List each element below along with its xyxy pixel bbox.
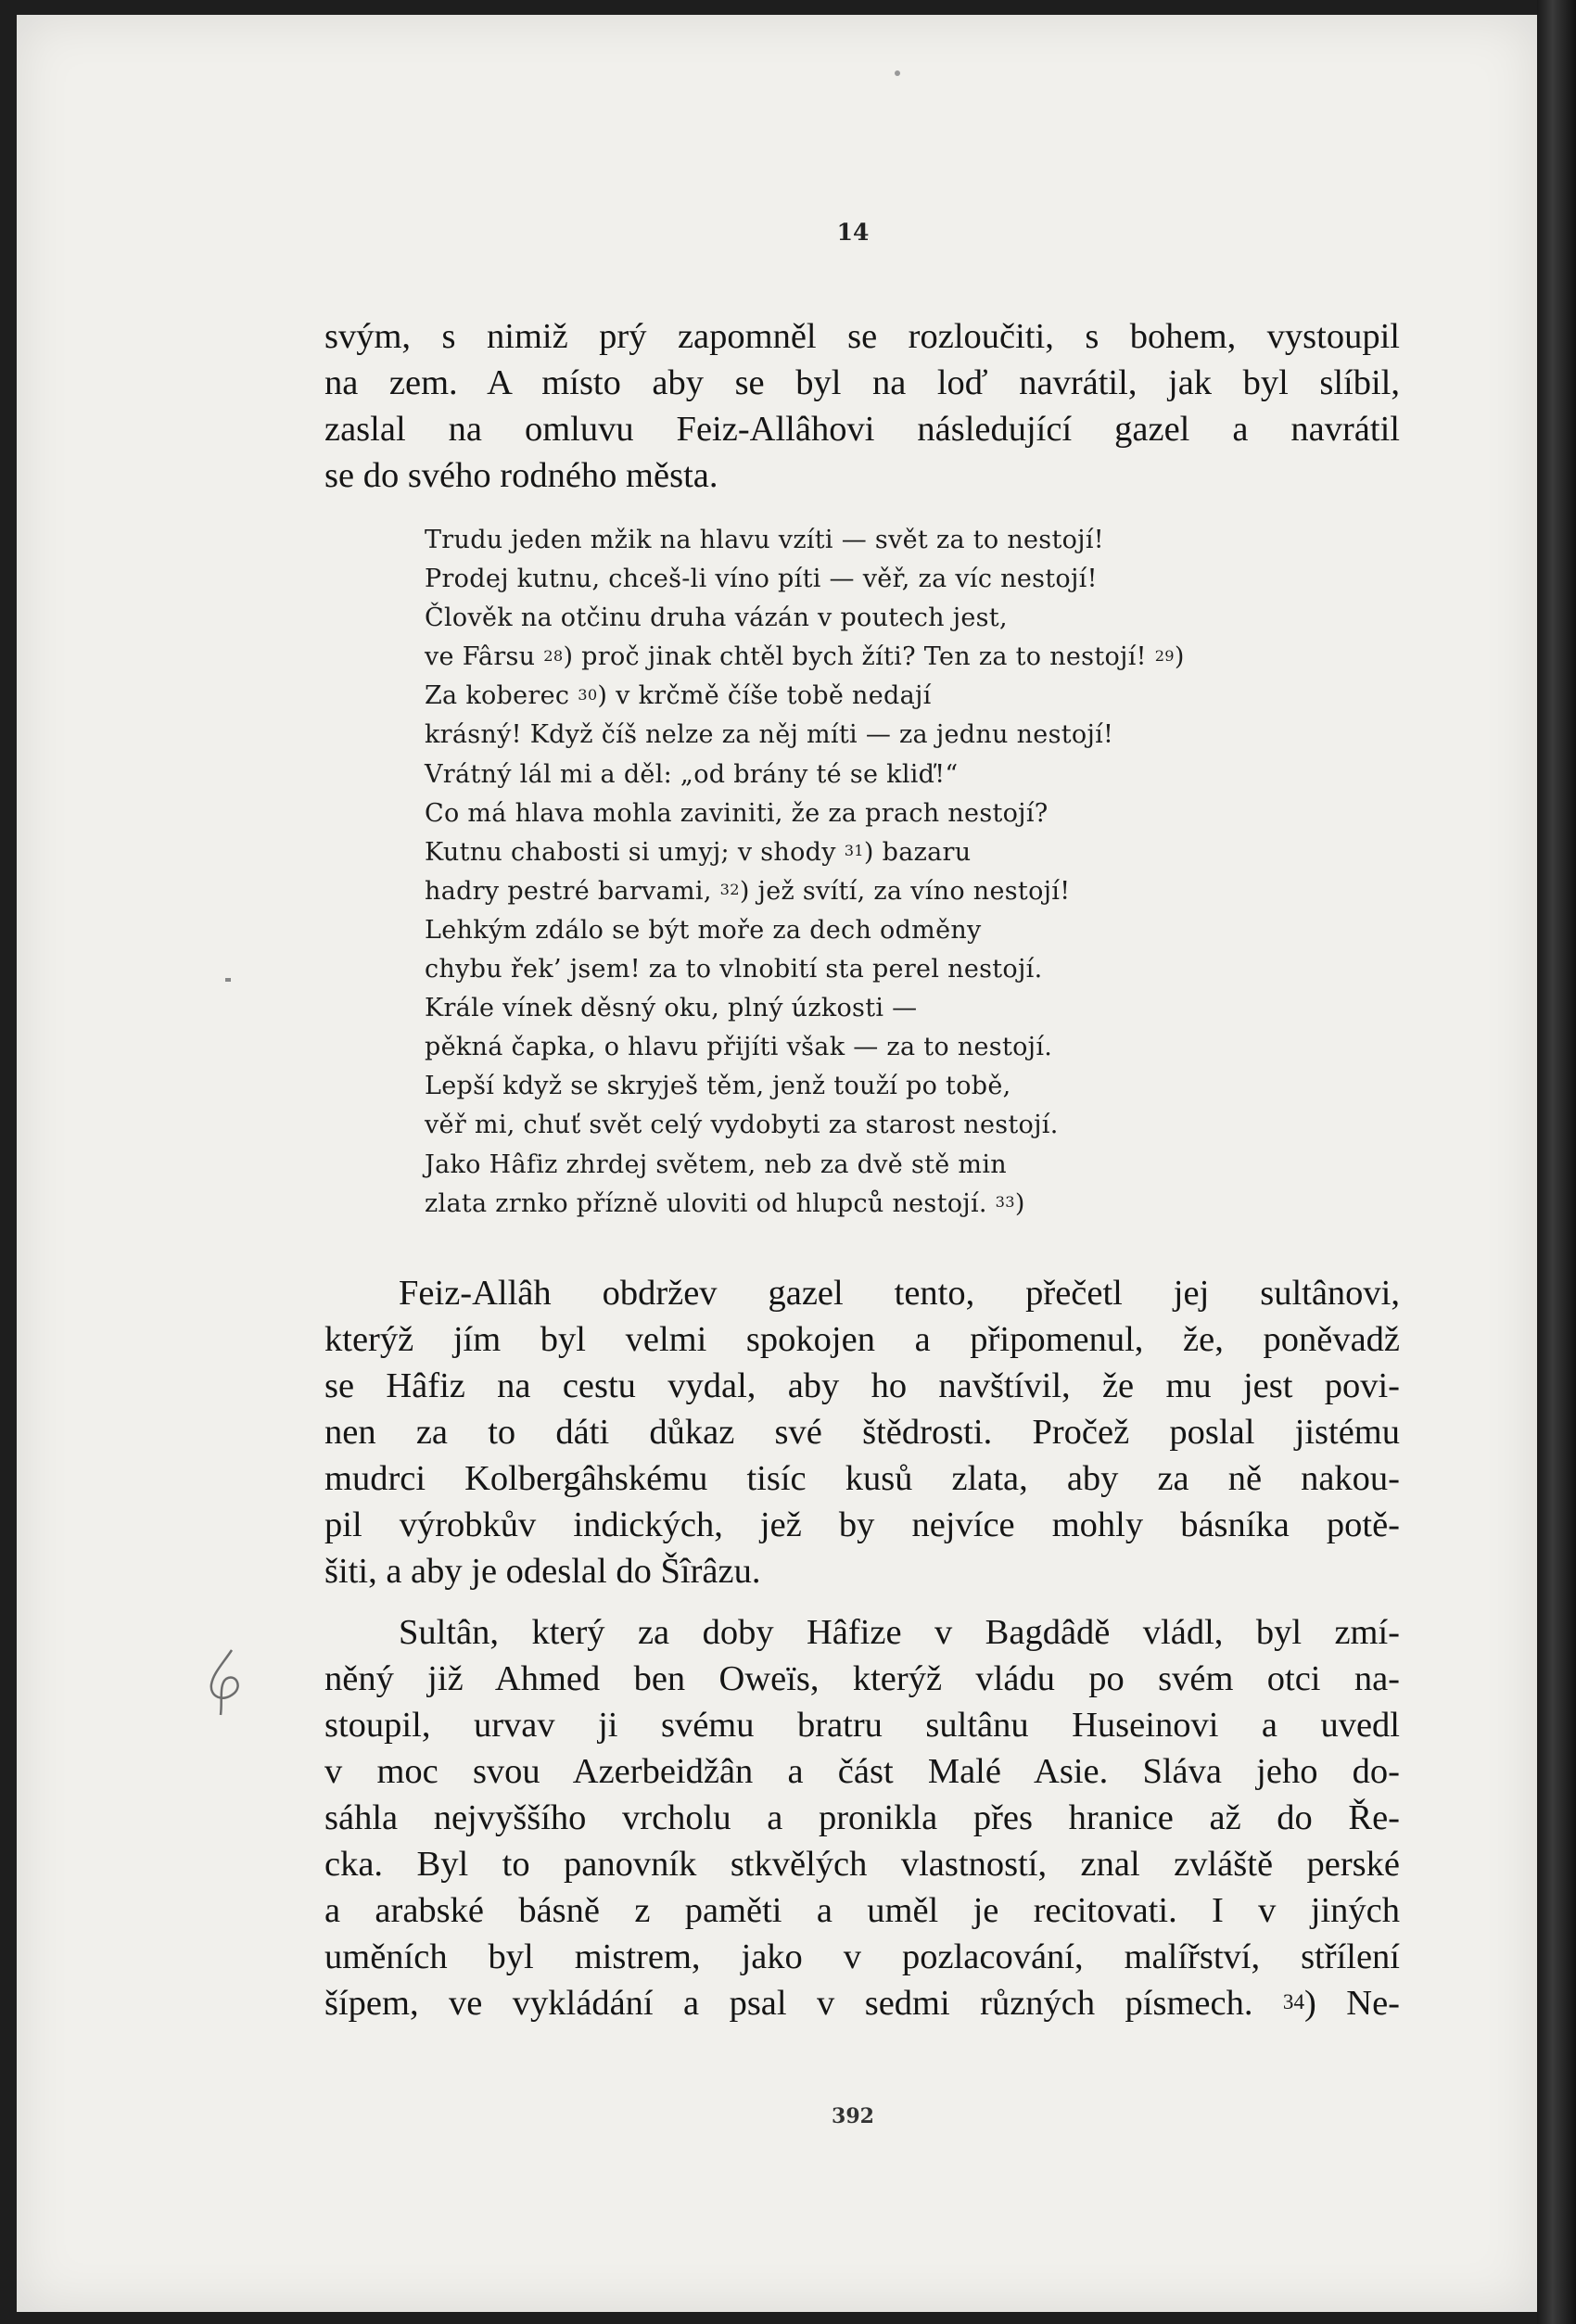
- footnote-ref: 32: [719, 881, 740, 899]
- poem-line: [425, 1185, 1352, 1224]
- text-line: cka. Byl to panovník stkvělých vlastností, znal zvláště perské: [324, 1845, 1400, 1884]
- poem-text: ) v krčmě číše tobě nedají: [597, 681, 932, 711]
- poem-line: [425, 833, 1352, 872]
- text-line: Feiz-Allâh obdržev gazel tento, přečetl jej sultânovi,: [399, 1274, 1400, 1313]
- text-line: šiti, a aby je odeslal do Šîrâzu.: [324, 1552, 761, 1591]
- scan-edge: [1537, 0, 1576, 2324]
- poem-text: hadry pestré barvami,: [425, 876, 712, 906]
- poem-line: Co má hlava mohla zaviniti, že za prach nestojí?: [425, 798, 1049, 828]
- footnote-ref: 30: [578, 685, 598, 704]
- text-line: kterýž jím byl velmi spokojen a připomenul, že, poněvadž: [324, 1320, 1400, 1359]
- poem-line: Prodej kutnu, chceš-li víno píti — věř, za víc nestojí!: [425, 565, 1098, 594]
- poem-line: krásný! Když číš nelze za něj míti — za jednu nestojí!: [425, 720, 1114, 750]
- poem-text: Za koberec: [425, 681, 570, 711]
- poem-text: ) proč jinak chtěl bych žíti? Ten za to nestojí!: [563, 642, 1147, 672]
- poem-line: pěkná čapka, o hlavu přijíti však — za to nestojí.: [425, 1033, 1053, 1062]
- poem-line: Trudu jeden mžik na hlavu vzíti — svět za to nestojí!: [425, 526, 1104, 554]
- text-line: na zem. A místo aby se byl na loď navrátil, jak byl slíbil,: [324, 363, 1400, 402]
- poem-line: ve Fârsu $^{28}$) proč jinak chtěl bych žíti? Ten za to nestojí! $^{29}$): [425, 642, 1185, 672]
- poem-line: Člověk na otčinu druha vázán v poutech jest,: [425, 603, 1008, 633]
- text-run: šípem, ve vykládání a psal v sedmi různých písmech.: [324, 1984, 1253, 2023]
- text-line: svým, s nimiž prý zapomněl se rozloučiti, s bohem, vystoupil: [324, 317, 1400, 356]
- poem-text: ) bazaru: [863, 837, 972, 867]
- scan-speck: [895, 70, 900, 76]
- poem-text: Kutnu chabosti si umyj; v shody: [425, 837, 836, 867]
- text-line: sáhla nejvyššího vrcholu a pronikla přes hranice až do Ře-: [324, 1798, 1400, 1837]
- text-line: Sultân, který za doby Hâfize v Bagdâdě vládl, byl zmí-: [399, 1613, 1400, 1652]
- paragraph-body: [324, 1270, 1400, 2026]
- paragraph-gap: [324, 1594, 1400, 1609]
- text-line: nen za to dáti důkaz své štědrosti. Pročež poslal jistému: [324, 1413, 1400, 1452]
- text-line: pil výrobkův indických, jež by nejvíce mohly básníka potě-: [324, 1505, 1400, 1544]
- poem-text: zlata zrnko přízně uloviti od hlupců nestojí.: [425, 1188, 987, 1218]
- poem-line: Lehkým zdálo se být moře za dech odměny: [425, 915, 982, 945]
- poem-line: [425, 677, 1352, 716]
- text-line: zaslal na omluvu Feiz-Allâhovi následující gazel a navrátil: [324, 410, 1400, 449]
- text-line: se Hâfiz na cestu vydal, aby ho navštívil, že mu jest povi-: [324, 1366, 1400, 1405]
- poem-line: chybu řek’ jsem! za to vlnobití sta perel nestojí.: [425, 955, 1043, 984]
- poem-text: ): [1014, 1188, 1025, 1218]
- page-number: 14: [836, 219, 870, 246]
- text-line: v moc svou Azerbeidžân a část Malé Asie. Sláva jeho do-: [324, 1752, 1400, 1791]
- footnote-ref: 34: [1282, 1988, 1305, 2013]
- poem-line: Lepší když se skryješ těm, jenž touží po tobě,: [425, 1072, 1011, 1101]
- text-line: uměních byl mistrem, jako v pozlacování, malířství, střílení: [324, 1937, 1400, 1976]
- poem-line: Jako Hâfiz zhrdej světem, neb za dvě stě min: [425, 1149, 1007, 1179]
- poem-text: ve Fârsu: [425, 642, 536, 672]
- poem-line: věř mi, chuť svět celý vydobyti za starost nestojí.: [425, 1111, 1059, 1140]
- text-line: stoupil, urvav ji svému bratru sultânu Huseinovi a uvedl: [324, 1706, 1400, 1745]
- poem-line: [425, 872, 1352, 911]
- paragraph-intro: [324, 313, 1400, 499]
- text-line: [324, 1980, 1400, 2026]
- text-line: a arabské básně z paměti a uměl je recitovati. I v jiných: [324, 1891, 1400, 1930]
- gazel-poem: [425, 521, 1352, 1224]
- footnote-ref: 28: [543, 646, 564, 665]
- text-line: něný již Ahmed ben Oweïs, kterýž vládu po svém otci na-: [324, 1659, 1400, 1698]
- signature-mark: 392: [832, 2104, 874, 2128]
- poem-text: ) jež svítí, za víno nestojí!: [739, 876, 1071, 906]
- footnote-ref: 33: [995, 1192, 1015, 1211]
- footnote-ref: 29: [1154, 646, 1175, 665]
- pencil-mark-icon: [195, 1645, 260, 1720]
- scan-mark: [225, 978, 231, 982]
- footnote-ref: 31: [844, 842, 864, 860]
- text-line: mudrci Kolbergâhskému tisíc kusů zlata, aby za ně nakou-: [324, 1459, 1400, 1498]
- text-run: ) Ne-: [1304, 1984, 1400, 2023]
- poem-line: Krále vínek děsný oku, plný úzkosti —: [425, 994, 918, 1023]
- poem-line: Vrátný lál mi a děl: „od brány té se kliď!“: [425, 759, 959, 789]
- text-line: se do svého rodného města.: [324, 456, 718, 495]
